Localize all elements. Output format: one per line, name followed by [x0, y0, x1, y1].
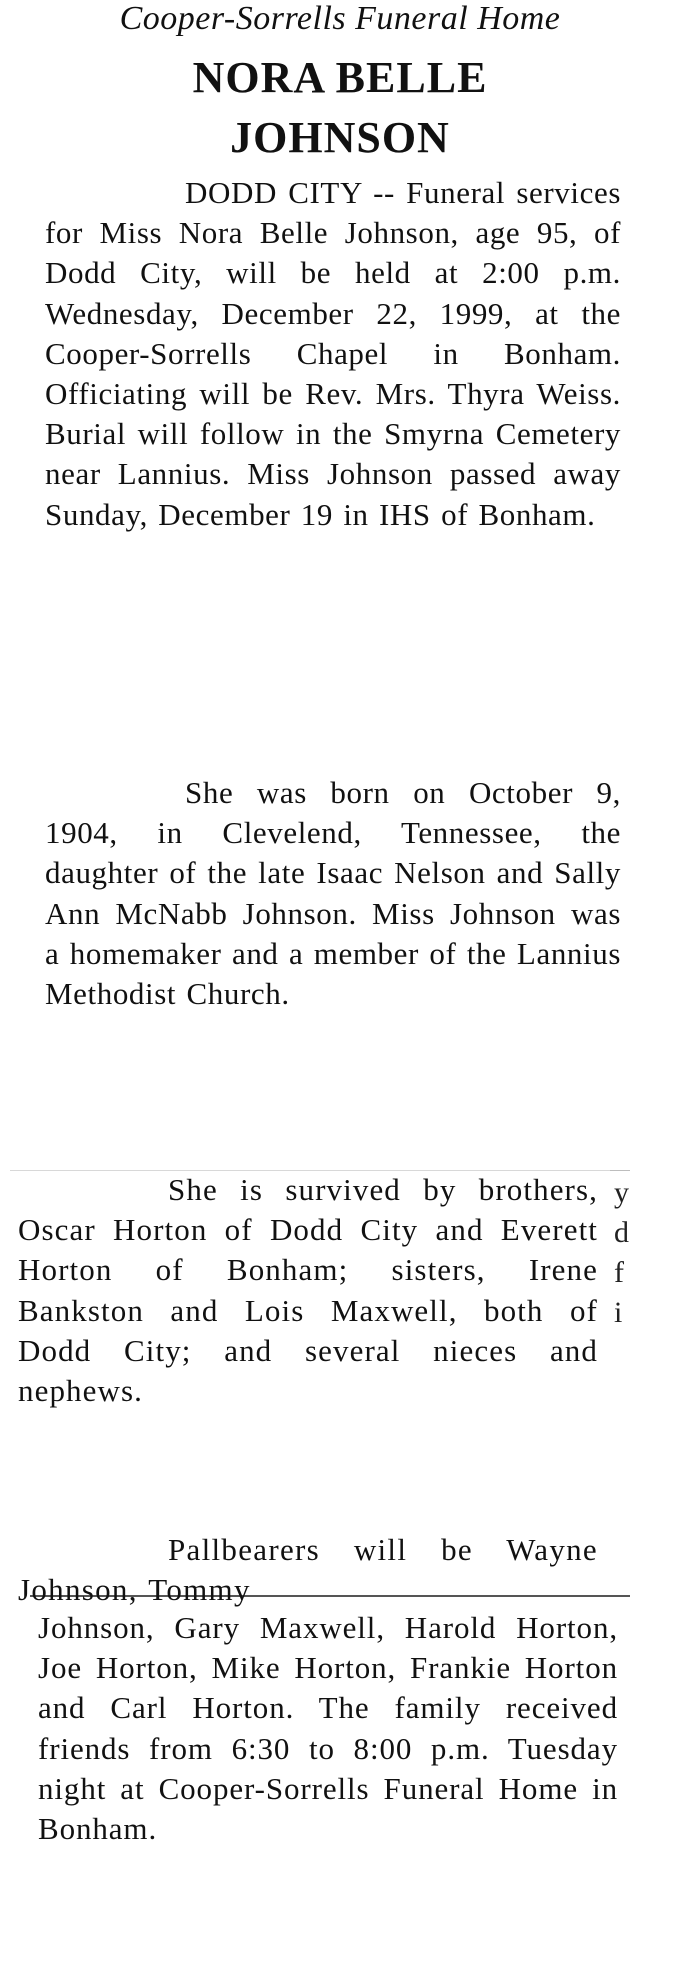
obituary-paragraph-biography: She was born on October 9, 1904, in Clevelend, Tennessee, the daughter of the late Isaac Nelson and Sally Ann McNabb Johnson. Miss Johnson was a homemaker and a member of the Lannius Methodist Church.: [45, 775, 621, 1012]
obituary-paragraph-pallbearers: Pallbearers will be Wayne Johnson, Tommy: [18, 1532, 598, 1608]
deceased-name-last: JOHNSON: [230, 113, 450, 162]
deceased-name-first: NORA BELLE: [192, 53, 488, 102]
edge-fragment: f: [614, 1256, 624, 1289]
funeral-home-heading: Cooper-Sorrells Funeral Home: [119, 0, 561, 37]
obituary-paragraph-services: DODD CITY -- Funeral services for Miss Nora Belle Johnson, age 95, of Dodd City, will be held at 2:00 p.m. Wednesday, December 22, 1999, at the Cooper-Sorrells Chapel in Bonham. Officiating will be Rev. Mrs. Thyra Weiss. Burial will follow in the Smyrna Cemetery near Lannius. Miss Johnson passed away Sunday, December 19 in IHS of Bonham.: [45, 175, 621, 532]
obituary-paragraph-survivors: She is survived by brothers, Oscar Horton of Dodd City and Everett Horton of Bonham; sisters, Irene Bankston and Lois Maxwell, both of Dodd City; and several nieces and nephews.: [18, 1172, 598, 1409]
edge-fragment: d: [614, 1216, 629, 1249]
edge-fragment: i: [614, 1296, 623, 1329]
obituary-paragraph-visitation: Johnson, Gary Maxwell, Harold Horton, Joe Horton, Mike Horton, Frankie Horton and Carl Horton. The family received friends from 6:30 to 8:00 p.m. Tuesday night at Cooper-Sorrells Funeral Home in Bonham.: [38, 1610, 618, 1847]
edge-fragment: y: [614, 1176, 629, 1209]
